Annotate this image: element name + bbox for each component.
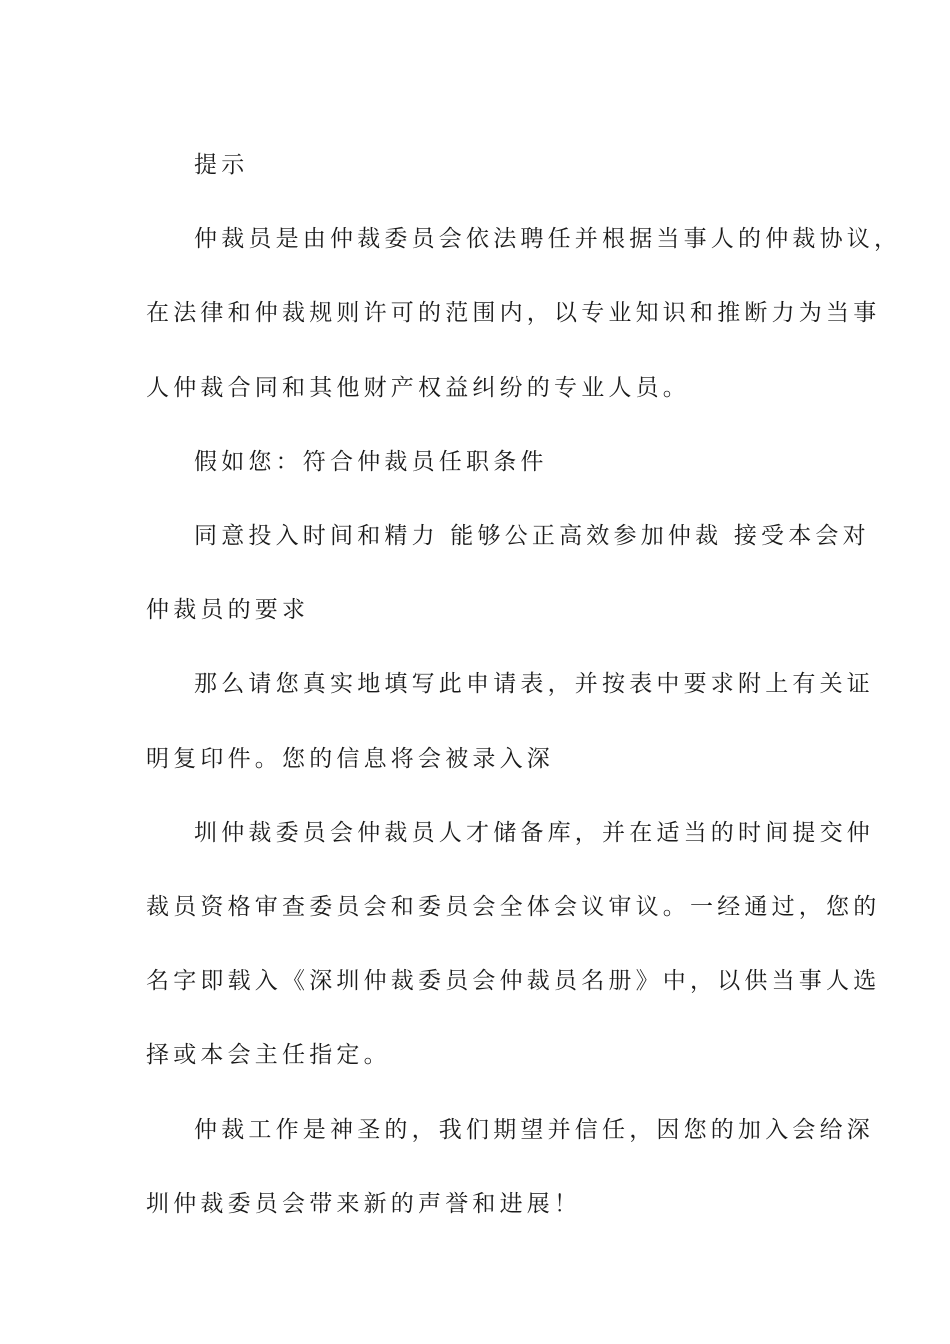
paragraph-review-process (146, 796, 881, 1093)
text-line: 仲裁工作是神圣的，我们期望并信任，因您的加入会给深 (194, 1116, 874, 1143)
text-line: 择或本会主任指定。 (146, 1042, 391, 1069)
text-line: 那么请您真实地填写此申请表，并按表中要求附上有关证 (194, 671, 874, 698)
paragraph-closing (146, 1093, 874, 1241)
text-line: 圳仲裁委员会带来新的声誉和进展！ (146, 1190, 582, 1217)
text-line: 裁员资格审查委员会和委员会全体会议审议。一经通过，您的 (146, 894, 881, 921)
text-line: 圳仲裁委员会仲裁员人才储备库，并在适当的时间提交仲 (194, 819, 874, 846)
text-line: 名字即载入《深圳仲裁委员会仲裁员名册》中，以供当事人选 (146, 968, 881, 995)
text-line: 同意投入时间和精力 能够公正高效参加仲裁 接受本会对 (194, 523, 870, 550)
paragraph-definition (146, 202, 902, 425)
text-line: 仲裁员是由仲裁委员会依法聘任并根据当事人的仲裁协议， (194, 226, 902, 253)
text-line: 人仲裁合同和其他财产权益纠纷的专业人员。 (146, 374, 690, 401)
text-line: 明复印件。您的信息将会被录入深 (146, 745, 554, 772)
text-line: 在法律和仲裁规则许可的范围内，以专业知识和推断力为当事 (146, 300, 881, 327)
paragraph-condition (146, 425, 806, 499)
text-line: 仲裁员的要求 (146, 597, 310, 624)
heading-paragraph (146, 128, 806, 202)
document-heading: 提示 (194, 152, 249, 178)
document-body (146, 128, 902, 1241)
paragraph-requirements (146, 499, 870, 647)
paragraph-instructions (146, 647, 874, 795)
text-line: 假如您：符合仲裁员任职条件 (194, 448, 548, 475)
